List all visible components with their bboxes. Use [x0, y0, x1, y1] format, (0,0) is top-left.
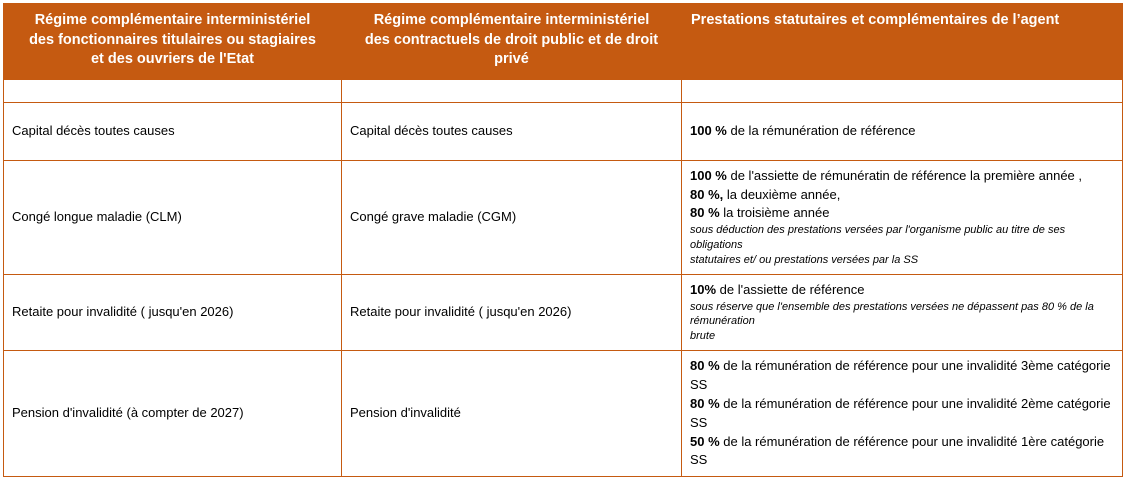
row-3-col-3: [682, 351, 1123, 477]
row-1-col-2: Congé grave maladie (CGM): [342, 160, 682, 274]
row-1-col-1: Congé longue maladie (CLM): [4, 160, 342, 274]
spacer-cell: [4, 79, 342, 102]
benefit-value: 100 %: [690, 167, 727, 183]
column-header-contractuels: [342, 4, 682, 80]
row-3-col-1: Pension d'invalidité (à compter de 2027): [4, 351, 342, 477]
benefit-line: [690, 204, 1114, 223]
benefit-value: 10%: [690, 281, 717, 297]
benefit-note: sous réserve que l'ensemble des prestations versées ne dépassent pas 80 % de la rémunération: [690, 300, 1094, 328]
benefit-text: de la rémunération de référence: [726, 122, 916, 138]
benefit-value: 50 %: [690, 433, 720, 449]
benefit-line: [690, 186, 1114, 205]
benefit-value: 80 %,: [690, 186, 724, 202]
benefit-value: 80 %: [690, 395, 720, 411]
document-sheet: [0, 3, 1124, 468]
row-0-col-2: Capital décès toutes causes: [342, 102, 682, 160]
table-row: [4, 102, 1123, 160]
table-row: [4, 160, 1123, 274]
spacer-cell: [342, 79, 682, 102]
benefit-note: statutaires et/ ou prestations versées par la SS: [690, 253, 919, 266]
row-2-col-1: Retaite pour invalidité ( jusqu'en 2026): [4, 274, 342, 350]
benefit-value: 100 %: [690, 122, 727, 138]
benefit-line: [690, 357, 1114, 395]
header-line: des fonctionnaires titulaires ou stagiaires: [29, 31, 316, 48]
benefit-text: de l'assiette de rémunératin de référence la première année ,: [726, 167, 1083, 183]
header-line: Régime complémentaire interministériel: [373, 12, 650, 28]
benefit-text: de la rémunération de référence pour une invalidité 2ème catégorie SS: [690, 395, 1111, 430]
table-row: [4, 351, 1123, 477]
column-header-prestations: [682, 4, 1123, 80]
benefit-text: la troisième année: [719, 205, 830, 221]
table-row: [4, 274, 1123, 350]
header-line: privé: [494, 51, 529, 68]
benefits-table: [3, 3, 1123, 477]
benefit-note: brute: [690, 330, 716, 343]
row-0-col-3: [682, 102, 1123, 160]
benefit-line: [690, 281, 1114, 300]
benefit-text: de la rémunération de référence pour une invalidité 1ère catégorie SS: [690, 433, 1105, 468]
table-header: [4, 4, 1123, 80]
header-line: Prestations statutaires et complémentaires de l’agent: [691, 12, 1060, 28]
row-2-col-3: [682, 274, 1123, 350]
table-spacer-row: [4, 79, 1123, 102]
header-line: et des ouvriers de l'Etat: [90, 51, 254, 68]
benefit-line: [690, 167, 1114, 186]
row-0-col-1: Capital décès toutes causes: [4, 102, 342, 160]
row-2-col-2: Retaite pour invalidité ( jusqu'en 2026): [342, 274, 682, 350]
table-body: [4, 79, 1123, 477]
benefit-value: 80 %: [690, 205, 720, 221]
benefit-line: [690, 433, 1114, 471]
header-line: des contractuels de droit public et de droit: [364, 31, 659, 48]
benefit-line: [690, 122, 1114, 141]
row-1-col-3: [682, 160, 1123, 274]
benefit-text: de l'assiette de référence: [716, 281, 865, 297]
column-header-fonctionnaires: [4, 4, 342, 80]
benefit-value: 80 %: [690, 358, 720, 374]
benefit-text: de la rémunération de référence pour une invalidité 3ème catégorie SS: [690, 358, 1111, 392]
spacer-cell: [682, 79, 1123, 102]
row-3-col-2: Pension d'invalidité: [342, 351, 682, 477]
header-line: Régime complémentaire interministériel: [34, 12, 311, 28]
benefit-line: [690, 395, 1114, 433]
table-header-row: [4, 4, 1123, 80]
benefit-text: la deuxième année,: [723, 186, 841, 202]
benefit-note: sous déduction des prestations versées par l'organisme public au titre de ses obligations: [690, 224, 1066, 252]
